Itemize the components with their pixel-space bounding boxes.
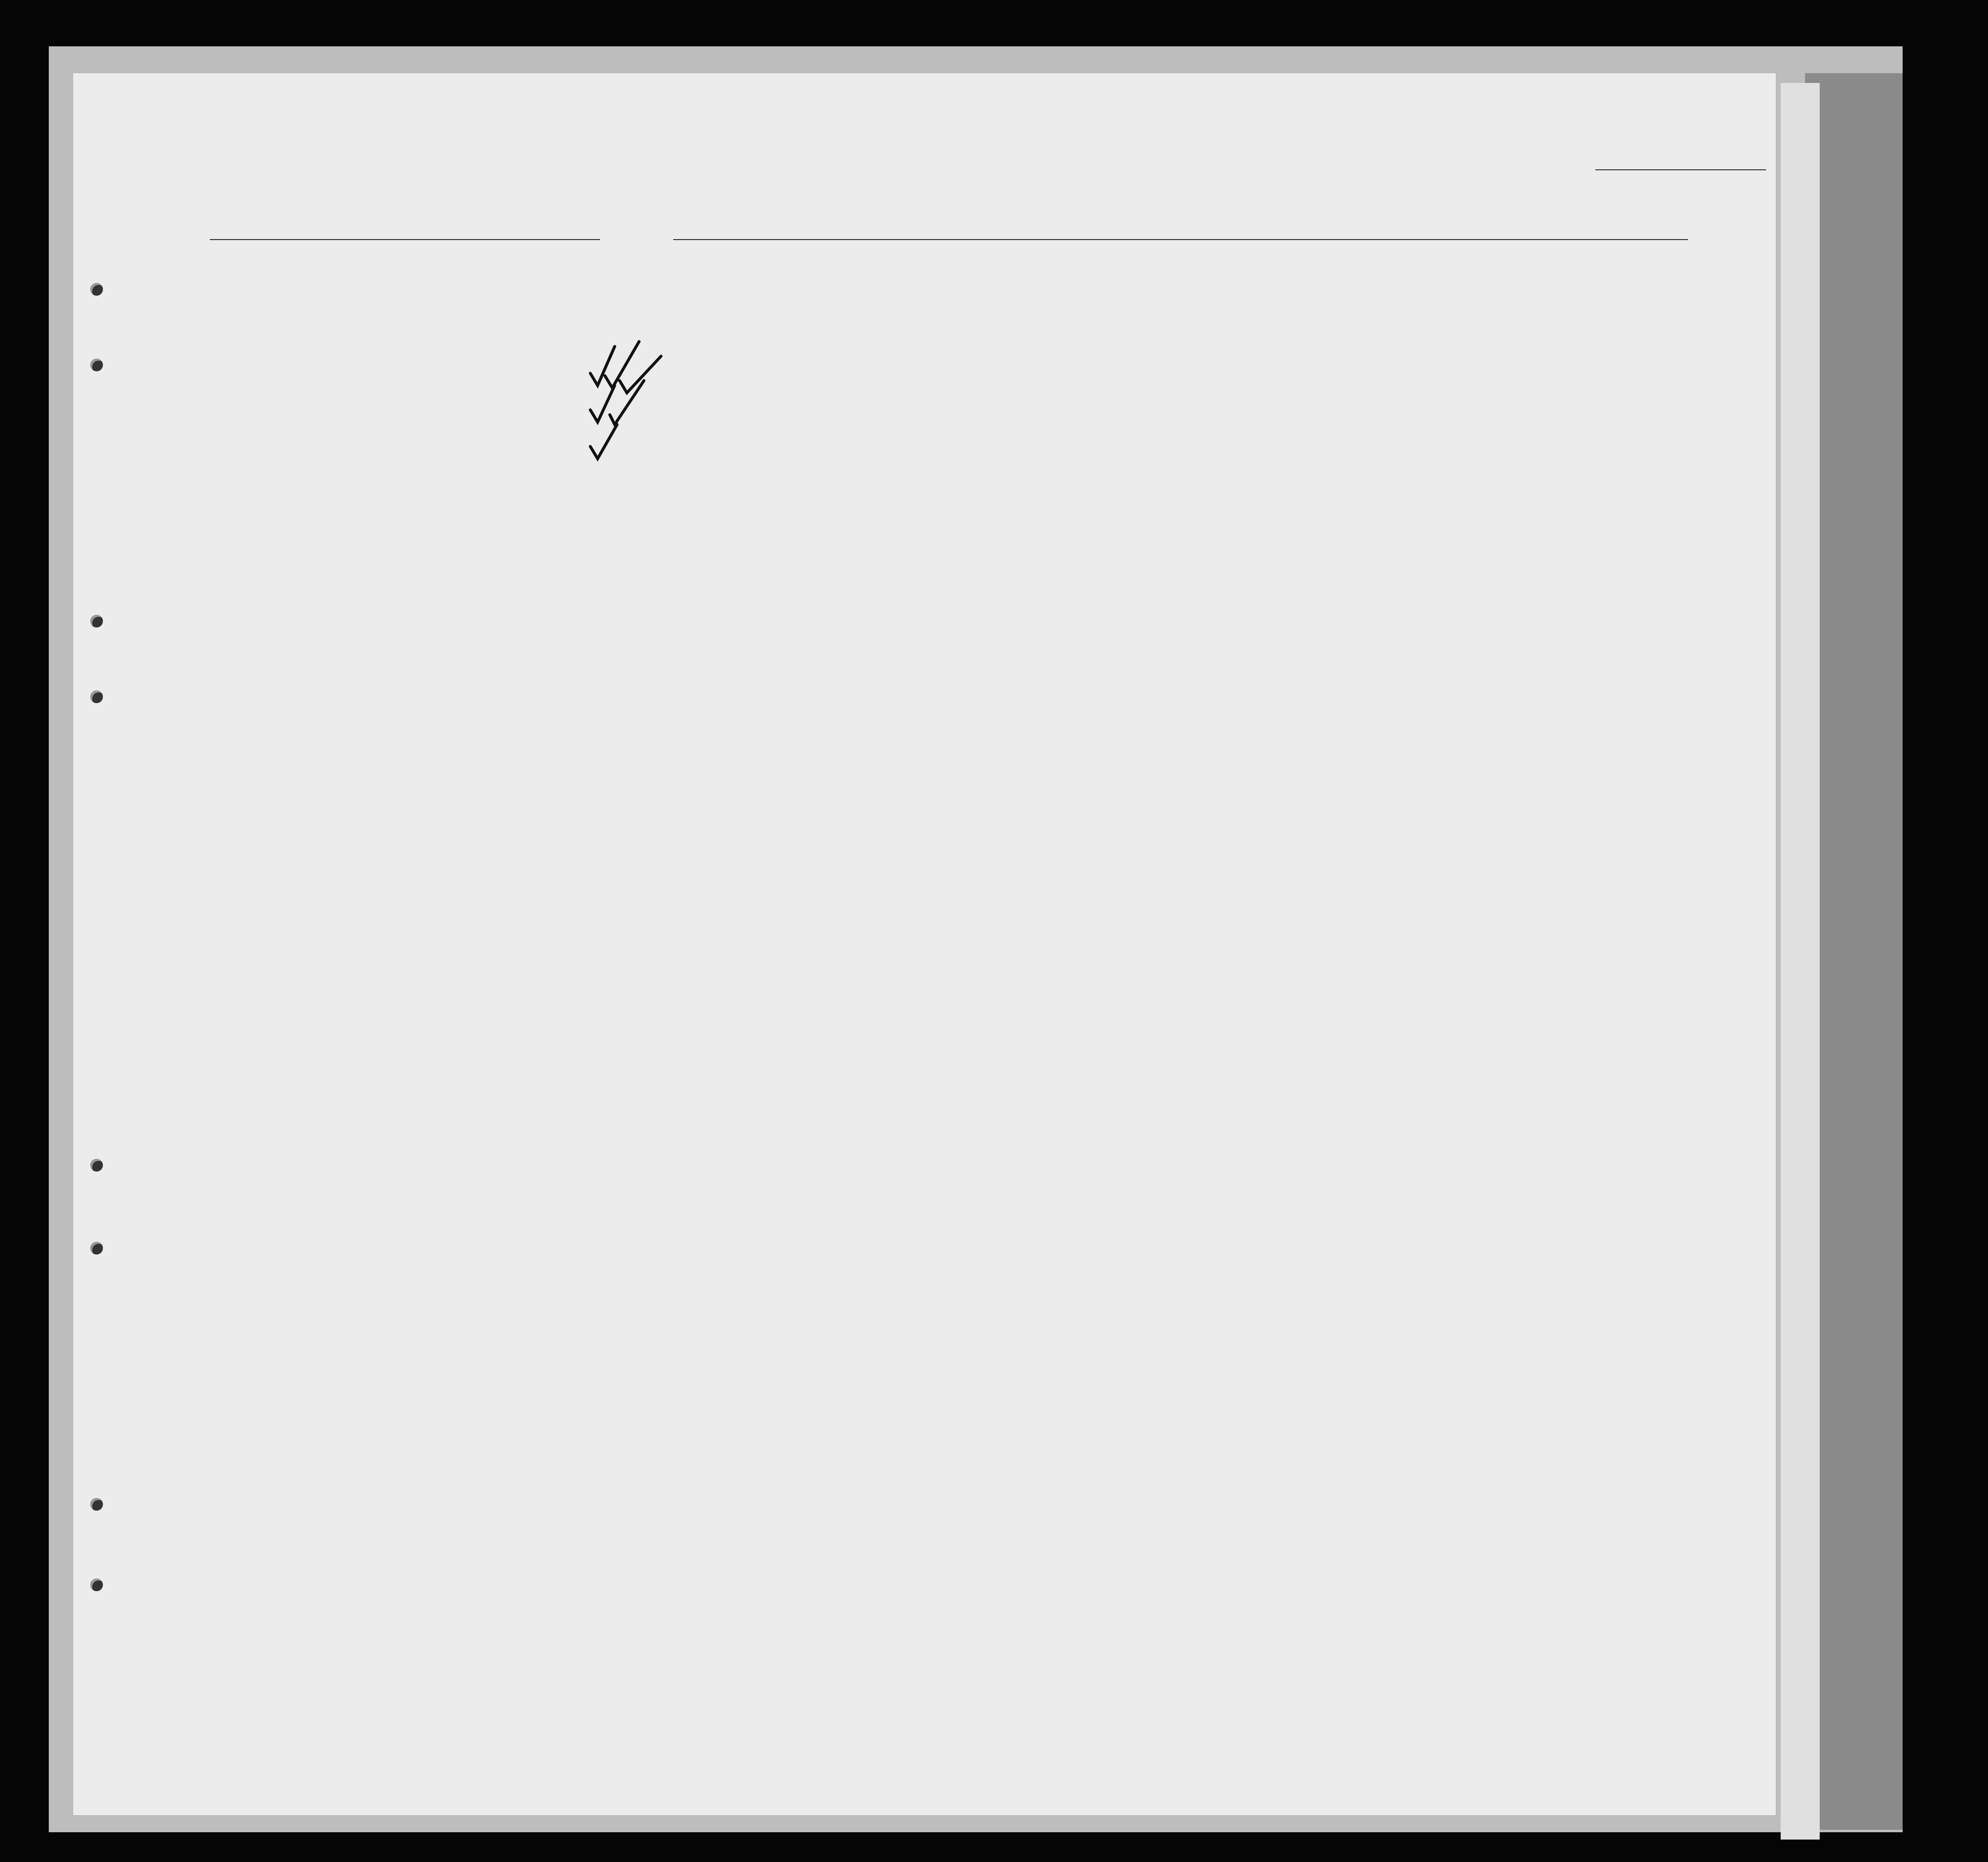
- punch-hole: [90, 1159, 103, 1172]
- punch-hole: [90, 1498, 103, 1511]
- punch-hole: [90, 615, 103, 627]
- manifest-sheet: [73, 73, 1776, 1815]
- punch-hole: [90, 283, 103, 296]
- back-page-edge: [1805, 73, 1903, 1830]
- punch-hole: [90, 1579, 103, 1591]
- table-grid: [73, 73, 1776, 1815]
- punch-hole: [90, 690, 103, 703]
- punch-hole: [90, 359, 103, 371]
- back-page-strip: [1781, 83, 1820, 1840]
- check-marks: [576, 327, 668, 473]
- punch-hole: [90, 1242, 103, 1255]
